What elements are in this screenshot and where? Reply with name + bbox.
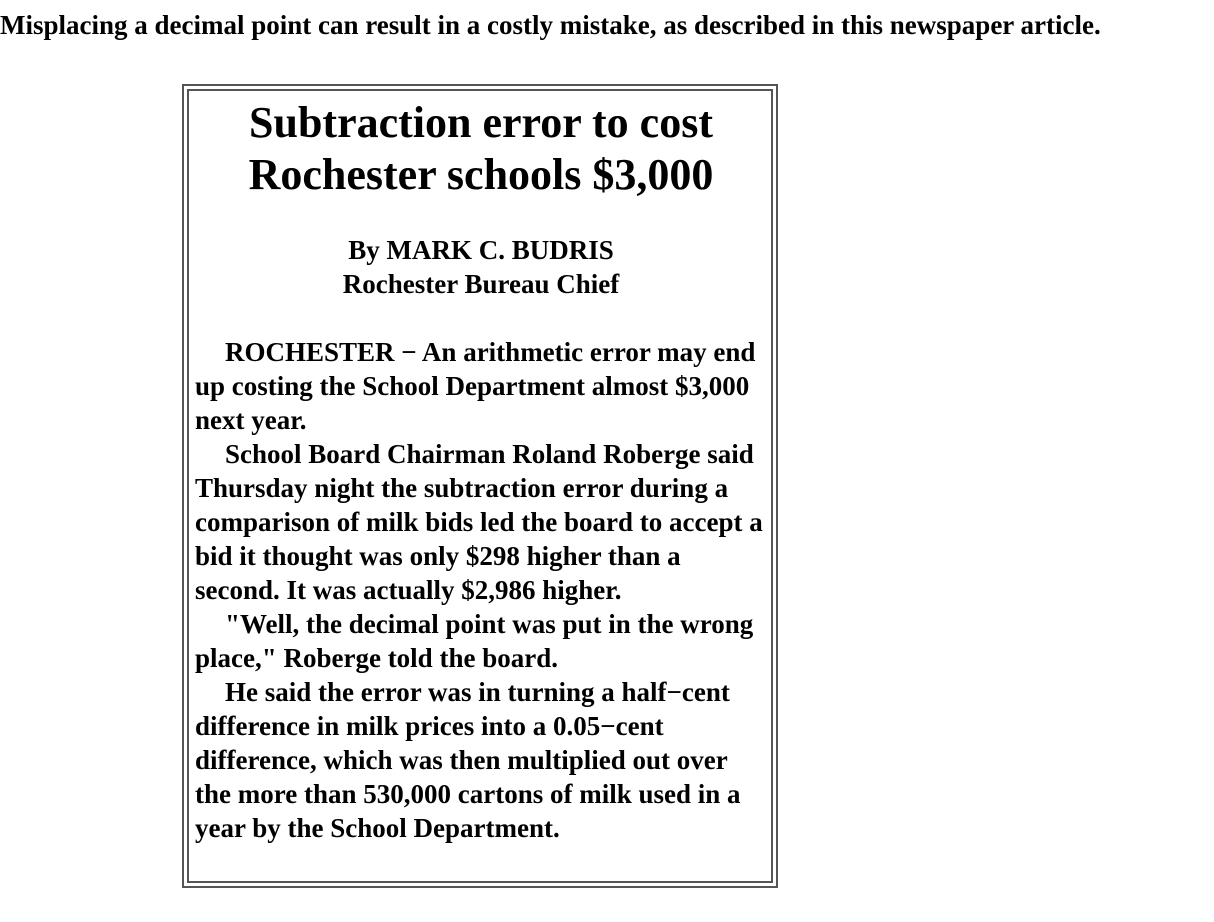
- byline-name: By MARK C. BUDRIS: [348, 235, 614, 265]
- intro-text: Misplacing a decimal point can result in a costly mistake, as described in this newspaper article.: [0, 10, 1101, 40]
- newspaper-article-frame: [182, 84, 778, 888]
- article-paragraph: He said the error was in turning a half−cent difference in milk prices into a 0.05−cent difference, which was then multiplied out over the more than 530,000 cartons of milk used in a year by the School Department.: [195, 677, 741, 843]
- article-byline: [195, 233, 767, 301]
- article-headline: [195, 97, 767, 201]
- article-body: [195, 335, 767, 845]
- article-paragraph: "Well, the decimal point was put in the wrong place," Roberge told the board.: [195, 609, 754, 673]
- headline-line-1: Subtraction error to cost: [249, 98, 713, 147]
- headline-line-2: Rochester schools $3,000: [248, 150, 714, 199]
- byline-title: Rochester Bureau Chief: [342, 269, 620, 299]
- article-paragraph: School Board Chairman Roland Roberge said Thursday night the subtraction error during a comparison of milk bids led the board to accept a bid it thought was only $298 higher than a second. It was actually $2,986 higher.: [195, 439, 763, 605]
- article-paragraph: ROCHESTER − An arithmetic error may end up costing the School Department almost $3,000 next year.: [195, 337, 756, 435]
- newspaper-article: [187, 89, 773, 883]
